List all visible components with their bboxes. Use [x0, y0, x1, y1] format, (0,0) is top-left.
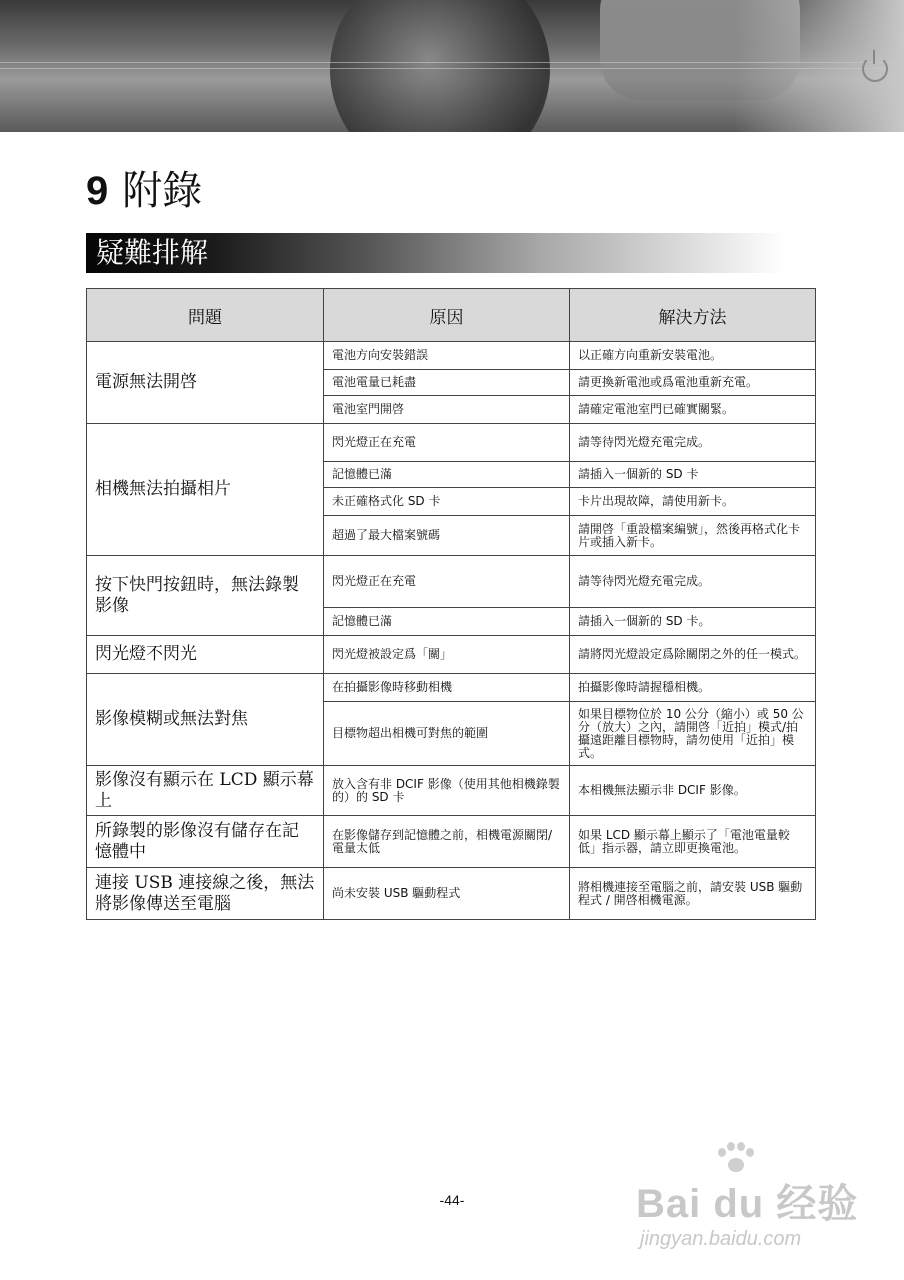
solution-cell: 請更換新電池或爲電池重新充電。 — [570, 370, 816, 396]
solution-cell: 如果目標物位於 10 公分（縮小）或 50 公分（放大）之內，請開啓「近拍」模式/拍攝遠距離目標物時，請勿使用「近拍」模式。 — [570, 702, 816, 766]
table-row — [87, 816, 816, 868]
table-row — [87, 424, 816, 462]
table-row — [87, 674, 816, 702]
table-row — [87, 342, 816, 370]
problem-cell: 相機無法拍攝相片 — [87, 424, 324, 556]
page-number: -44- — [439, 1192, 465, 1208]
solution-cell: 請插入一個新的 SD 卡 — [570, 462, 816, 488]
problem-cell: 影像沒有顯示在 LCD 顯示幕上 — [87, 766, 324, 816]
solution-cell: 請插入一個新的 SD 卡。 — [570, 608, 816, 636]
solution-cell: 卡片出現故障，請使用新卡。 — [570, 488, 816, 516]
solution-cell: 請將閃光燈設定爲除關閉之外的任一模式。 — [570, 636, 816, 674]
problem-cell: 所錄製的影像沒有儲存在記憶體中 — [87, 816, 324, 868]
problem-cell: 按下快門按鈕時，無法錄製影像 — [87, 556, 324, 636]
power-icon — [862, 56, 888, 82]
solution-cell: 請確定電池室門已確實關緊。 — [570, 396, 816, 424]
cause-cell: 記憶體已滿 — [324, 462, 570, 488]
solution-cell: 以正確方向重新安裝電池。 — [570, 342, 816, 370]
solution-cell: 請等待閃光燈充電完成。 — [570, 556, 816, 608]
solution-cell: 將相機連接至電腦之前，請安裝 USB 驅動程式 / 開啓相機電源。 — [570, 868, 816, 920]
solution-cell: 本相機無法顯示非 DCIF 影像。 — [570, 766, 816, 816]
solution-cell: 拍攝影像時請握穩相機。 — [570, 674, 816, 702]
cause-cell: 電池電量已耗盡 — [324, 370, 570, 396]
solution-cell: 請開啓「重設檔案編號」，然後再格式化卡片或插入新卡。 — [570, 516, 816, 556]
table-row — [87, 636, 816, 674]
cause-cell: 超過了最大檔案號碼 — [324, 516, 570, 556]
problem-cell: 連接 USB 連接線之後，無法將影像傳送至電腦 — [87, 868, 324, 920]
problem-cell: 閃光燈不閃光 — [87, 636, 324, 674]
table-row — [87, 556, 816, 608]
cause-cell: 電池室門開啓 — [324, 396, 570, 424]
section-title: 疑難排解 — [96, 236, 209, 269]
cause-cell: 目標物超出相機可對焦的範圍 — [324, 702, 570, 766]
solution-cell: 請等待閃光燈充電完成。 — [570, 424, 816, 462]
cause-cell: 尚未安裝 USB 驅動程式 — [324, 868, 570, 920]
solution-cell: 如果 LCD 顯示幕上顯示了「電池電量較低」指示器，請立即更換電池。 — [570, 816, 816, 868]
baidu-watermark — [636, 1142, 876, 1262]
table-row — [87, 868, 816, 920]
watermark-brand: Bai du 经验 — [636, 1182, 859, 1226]
cause-cell: 閃光燈正在充電 — [324, 556, 570, 608]
table-row — [87, 766, 816, 816]
cause-cell: 未正確格式化 SD 卡 — [324, 488, 570, 516]
header-banner — [0, 0, 904, 132]
header-cause: 原因 — [324, 289, 570, 342]
section-header — [86, 233, 786, 273]
header-solution: 解決方法 — [570, 289, 816, 342]
cause-cell: 閃光燈正在充電 — [324, 424, 570, 462]
cause-cell: 放入含有非 DCIF 影像（使用其他相機錄製的）的 SD 卡 — [324, 766, 570, 816]
cause-cell: 閃光燈被設定爲「關」 — [324, 636, 570, 674]
cause-cell: 記憶體已滿 — [324, 608, 570, 636]
table-header-row — [87, 289, 816, 342]
power-icon-bar — [873, 50, 875, 64]
chapter-title — [86, 166, 202, 216]
cause-cell: 在拍攝影像時移動相機 — [324, 674, 570, 702]
chapter-number: 9 — [86, 169, 109, 213]
cause-cell: 在影像儲存到記憶體之前，相機電源關閉/電量太低 — [324, 816, 570, 868]
header-problem: 問題 — [87, 289, 324, 342]
problem-cell: 影像模糊或無法對焦 — [87, 674, 324, 766]
camera-lens-graphic — [330, 0, 550, 132]
troubleshooting-table — [86, 288, 816, 920]
cause-cell: 電池方向安裝錯誤 — [324, 342, 570, 370]
problem-cell: 電源無法開啓 — [87, 342, 324, 424]
watermark-url: jingyan.baidu.com — [640, 1228, 802, 1250]
chapter-name: 附錄 — [122, 168, 203, 214]
